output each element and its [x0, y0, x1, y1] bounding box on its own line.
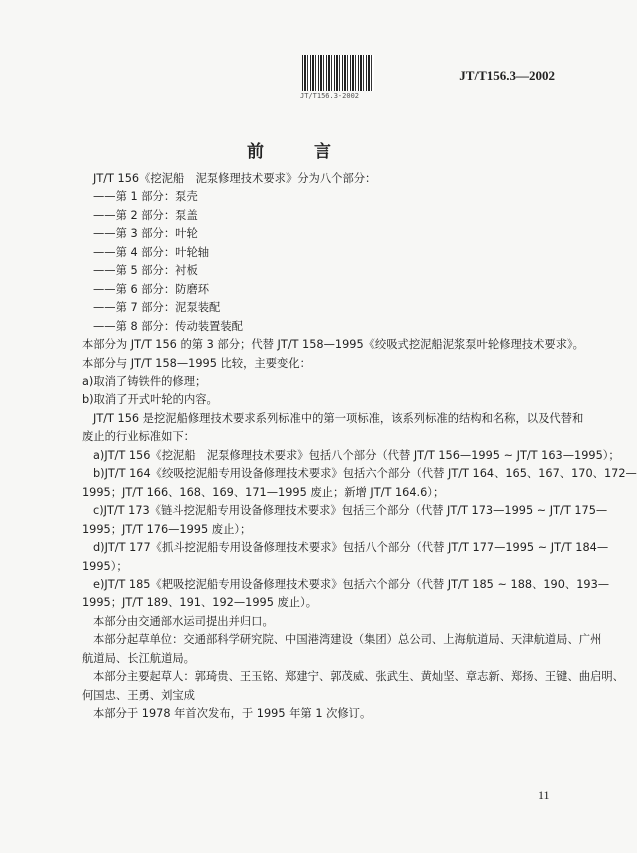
text-line: a)JT/T 156《挖泥船 泥泵修理技术要求》包括八个部分（代替 JT/T 156—1995 ~ JT/T 163—1995）； [93, 448, 620, 462]
page-number: 11 [538, 788, 550, 802]
text-line: 航道局、长江航道局。 [82, 651, 195, 665]
text-line: 本部分主要起草人：郭琦贵、王玉铭、郑建宁、郭茂威、张武生、黄灿坚、章志新、郑扬、王键、曲启明、 [93, 670, 624, 684]
text-line: 1995；JT/T 189、191、192—1995 废止）。 [82, 596, 318, 610]
text-line: 1995）； [82, 559, 128, 573]
text-line: b)取消了开式叶轮的内容。 [82, 393, 218, 407]
text-line: a)取消了铸铁件的修理； [82, 374, 207, 388]
text-line: 1995；JT/T 176—1995 废止）； [82, 522, 252, 536]
page-title: 前 言 [247, 142, 353, 162]
text-line: 本部分与 JT/T 158—1995 比较，主要变化： [82, 356, 311, 370]
text-line: ——第 6 部分：防磨环 [93, 282, 210, 296]
text-line: d)JT/T 177《抓斗挖泥船专用设备修理技术要求》包括八个部分（代替 JT/T 177—1995 ~ JT/T 184— [93, 541, 609, 555]
text-line: ——第 1 部分：泵壳 [93, 190, 198, 204]
text-line: 本部分为 JT/T 156 的第 3 部分；代替 JT/T 158—1995《绞吸式挖泥船泥浆泵叶轮修理技术要求》。 [82, 338, 584, 352]
text-line: ——第 2 部分：泵盖 [93, 208, 198, 222]
text-line: 何国忠、王勇、刘宝成 [82, 688, 195, 702]
text-line: ——第 4 部分：叶轮轴 [93, 245, 210, 259]
text-line: JT/T 156 是挖泥船修理技术要求系列标准中的第一项标准，该系列标准的结构和名称，以及代替和 [93, 411, 584, 425]
text-line: 本部分由交通部水运司提出并归口。 [93, 614, 274, 628]
text-line: 本部分于 1978 年首次发布，于 1995 年第 1 次修订。 [93, 707, 372, 721]
text-line: 本部分起草单位：交通部科学研究院、中国港湾建设（集团）总公司、上海航道局、天津航道局、广州 [93, 633, 602, 647]
text-line: c)JT/T 173《链斗挖泥船专用设备修理技术要求》包括三个部分（代替 JT/T 173—1995 ~ JT/T 175— [93, 504, 608, 518]
text-line: JT/T 156《挖泥船 泥泵修理技术要求》分为八个部分： [93, 172, 377, 185]
standard-number: JT/T156.3—2002 [459, 68, 555, 83]
text-line: ——第 5 部分：衬板 [93, 264, 198, 278]
text-line: ——第 7 部分：泥泵装配 [93, 301, 221, 315]
text-line: b)JT/T 164《绞吸挖泥船专用设备修理技术要求》包括六个部分（代替 JT/T 164、165、167、170、172— [93, 467, 637, 481]
text-line: ——第 3 部分：叶轮 [93, 227, 198, 241]
barcode [302, 55, 374, 91]
barcode-text: JT/T156.3-2002 [300, 92, 360, 100]
text-line: ——第 8 部分：传动装置装配 [93, 319, 243, 333]
foreword-body [82, 170, 637, 724]
text-line: 1995；JT/T 166、168、169、171—1995 废止；新增 JT/T 164.6）； [82, 485, 445, 499]
text-line: 废止的行业标准如下： [82, 430, 195, 444]
text-line: e)JT/T 185《耙吸挖泥船专用设备修理技术要求》包括六个部分（代替 JT/T 185 ~ 188、190、193— [93, 577, 610, 591]
